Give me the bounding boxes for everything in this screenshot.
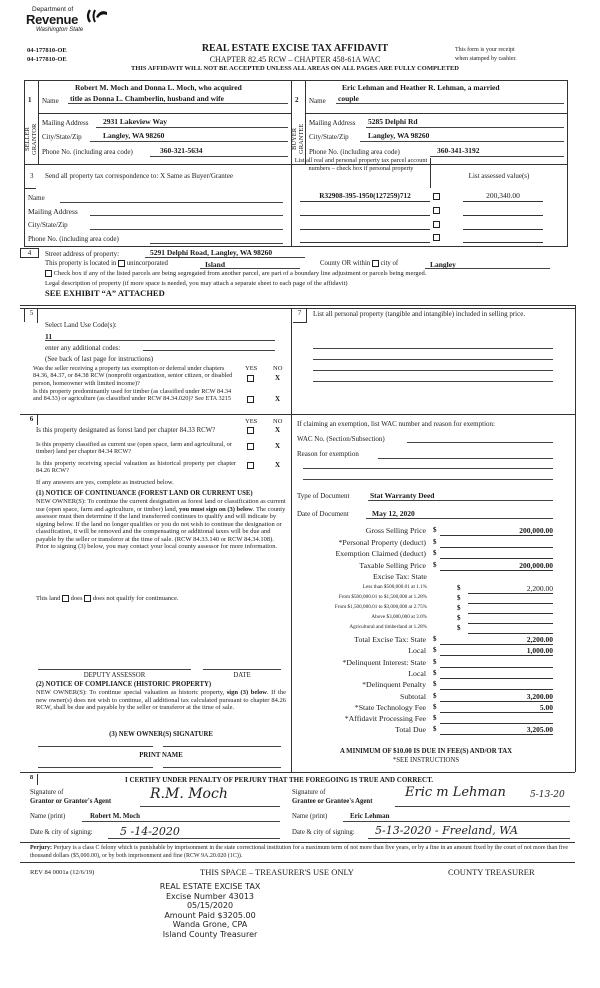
grantor-signature[interactable]: R.M. Moch bbox=[150, 786, 228, 802]
currency-symbol: $ bbox=[457, 604, 461, 612]
if-yes-note: If any answers are yes, complete as instructed below. bbox=[36, 479, 174, 486]
currency-symbol: $ bbox=[433, 714, 437, 723]
tax-row-value[interactable] bbox=[468, 594, 553, 604]
tax-row-value[interactable]: 3,200.00 bbox=[440, 692, 553, 702]
receipt-note-1: This form is your receipt bbox=[455, 47, 515, 53]
buyer-phone-field[interactable]: 360-341-3192 bbox=[437, 146, 480, 155]
tax-row-label: Total Due bbox=[395, 725, 426, 735]
tax-row-value[interactable] bbox=[468, 624, 553, 634]
grantor-name-label: Name (print) bbox=[30, 813, 66, 820]
perjury-certification: I CERTIFY UNDER PENALTY OF PERJURY THAT THE FOREGOING IS TRUE AND CORRECT. bbox=[125, 776, 434, 784]
tax-row-value[interactable] bbox=[468, 614, 553, 624]
grantee-name-field[interactable]: Eric Lehman bbox=[350, 812, 390, 820]
tax-row-value[interactable] bbox=[440, 538, 553, 548]
tax-total-row bbox=[0, 692, 600, 704]
unincorporated-checkbox[interactable] bbox=[118, 260, 125, 267]
form-id-2: 04-177810-OE bbox=[27, 56, 67, 63]
tax-row-value[interactable] bbox=[440, 680, 553, 690]
doc-date-label: Date of Document bbox=[297, 510, 349, 518]
grantee-name-label: Name (print) bbox=[292, 813, 328, 820]
city-of-text: city of bbox=[380, 260, 399, 268]
section-3-number: 3 bbox=[30, 172, 34, 180]
tax-row-value[interactable] bbox=[468, 604, 553, 614]
corr-city-label: City/State/Zip bbox=[28, 221, 68, 229]
city-checkbox[interactable] bbox=[372, 260, 379, 267]
parcel-row bbox=[300, 232, 565, 244]
parcel-assessed-value[interactable] bbox=[463, 205, 543, 216]
grantor-date-field[interactable]: 5 -14-2020 bbox=[120, 825, 180, 838]
grantor-signature-label-2: Grantor or Grantor's Agent bbox=[30, 798, 112, 805]
tax-total-row bbox=[0, 646, 600, 658]
reason-field[interactable] bbox=[378, 458, 553, 459]
tax-total-row bbox=[0, 703, 600, 715]
seller-label: SELLER bbox=[24, 127, 31, 151]
forest-no-answer[interactable]: X bbox=[275, 426, 281, 434]
parcel-account[interactable] bbox=[300, 219, 430, 230]
reason-field-2[interactable] bbox=[303, 468, 553, 469]
parcel-assessed-value[interactable]: 200,340.00 bbox=[463, 191, 543, 202]
q2-yes-checkbox[interactable] bbox=[247, 396, 254, 403]
segregated-row bbox=[45, 270, 426, 277]
grantee-signature-label-1: Signature of bbox=[292, 789, 326, 796]
tax-total-row bbox=[0, 725, 600, 737]
personal-property-line[interactable] bbox=[313, 359, 553, 360]
street-address-field[interactable]: 5291 Delphi Road, Langley, WA 98260 bbox=[150, 248, 273, 257]
form-title: REAL ESTATE EXCISE TAX AFFIDAVIT bbox=[201, 43, 389, 54]
completion-warning: THIS AFFIDAVIT WILL NOT BE ACCEPTED UNLESS ALL AREAS ON ALL PAGES ARE FULLY COMPLETED bbox=[131, 65, 459, 72]
current-use-yes-checkbox[interactable] bbox=[247, 443, 254, 450]
grantor-signature-label-1: Signature of bbox=[30, 789, 64, 796]
currency-symbol: $ bbox=[433, 560, 437, 569]
corr-mailing-label: Mailing Address bbox=[28, 207, 78, 216]
tax-row-value[interactable]: 2,200.00 bbox=[440, 635, 553, 645]
currency-symbol: $ bbox=[433, 537, 437, 546]
treasurer-space-label: THIS SPACE – TREASURER'S USE ONLY bbox=[200, 867, 354, 877]
current-use-no-answer[interactable]: X bbox=[275, 442, 281, 450]
excise-tax-label: Excise Tax: State bbox=[373, 572, 427, 581]
historical-no-answer[interactable]: X bbox=[275, 461, 281, 469]
personal-property-checkbox[interactable] bbox=[433, 207, 440, 214]
parcel-account[interactable]: R32908-395-1950(127259)712 bbox=[300, 191, 430, 202]
grantor-name-field[interactable]: Robert M. Moch bbox=[90, 812, 140, 820]
stamp-date: 05/15/2020 bbox=[186, 901, 234, 910]
tax-row-value[interactable] bbox=[440, 549, 553, 559]
buyer-phone-label: Phone No. (including area code) bbox=[309, 148, 400, 156]
segregated-text: Check box if any of the listed parcels are being segregated from another parcel, are part of a boundary line adjustment or parcels being merged. bbox=[53, 270, 427, 277]
wac-label: WAC No. (Section/Subsection) bbox=[297, 435, 385, 443]
county-field[interactable]: Island bbox=[205, 260, 226, 269]
seller-name-label: Name bbox=[42, 97, 59, 105]
seller-phone-field[interactable]: 360-321-5634 bbox=[160, 146, 203, 155]
stamp-treasurer-title: Island County Treasurer bbox=[162, 929, 258, 939]
currency-symbol: $ bbox=[433, 691, 437, 700]
section-8-number: 8 bbox=[26, 774, 38, 785]
grantee-signature[interactable]: Eric m Lehman bbox=[405, 785, 506, 800]
print-name-label: PRINT NAME bbox=[139, 752, 183, 759]
notice-continuance-title: (1) NOTICE OF CONTINUANCE (FOREST LAND OR CURRENT USE) bbox=[36, 490, 253, 497]
grantor-date-label: Date & city of signing: bbox=[30, 829, 93, 836]
tax-row-label: *State Technology Fee bbox=[354, 702, 426, 712]
new-owner-signature-line[interactable] bbox=[38, 746, 153, 747]
instructions-note: (See back of last page for instructions) bbox=[45, 355, 154, 363]
tax-row-value[interactable]: 200,000.00 bbox=[440, 526, 553, 536]
logo-swoosh-icon bbox=[86, 8, 108, 24]
corr-city-field[interactable] bbox=[90, 229, 283, 230]
notice2-text-a: NEW OWNER(S): To continue special valuation as historic property, bbox=[36, 689, 227, 696]
personal-property-checkbox[interactable] bbox=[433, 234, 440, 241]
section-6-yes-header: YES bbox=[245, 418, 258, 425]
buyer-name-label: Name bbox=[309, 97, 326, 105]
tax-row-value[interactable]: 1,000.00 bbox=[440, 646, 553, 656]
tax-row-label: *Delinquent Penalty bbox=[362, 680, 426, 690]
section-5-yes-header: YES bbox=[245, 365, 258, 372]
county-or-text: County OR within bbox=[320, 260, 371, 268]
revision-code: REV 84 0001a (12/6/19) bbox=[30, 869, 95, 876]
buyer-side-label bbox=[291, 115, 305, 163]
street-label: Street address of property: bbox=[45, 250, 120, 258]
stamp-amount-paid: Amount Paid $3205.00 bbox=[164, 910, 256, 920]
tax-row-label: Total Excise Tax: State bbox=[354, 635, 426, 644]
tax-row-value[interactable]: 3,205.00 bbox=[440, 725, 553, 735]
personal-property-checkbox[interactable] bbox=[433, 193, 440, 200]
logo-name-text: Revenue bbox=[26, 12, 79, 27]
legal-description-label: Legal description of property (if more space is needed, you may attach a separate sheet to each page of the affidavit) bbox=[45, 280, 348, 287]
tax-row-label: From $1,500,000.01 to $3,000,000 at 2.75% bbox=[334, 604, 427, 610]
buyer-city-field[interactable]: Langley, WA 98260 bbox=[368, 131, 430, 140]
form-id-1: 04-177810-OE bbox=[27, 47, 67, 54]
tax-row-label: *Personal Property (deduct) bbox=[338, 537, 426, 547]
historical-question: Is this property receiving special valuation as historical property per chapter 84.26 RCW? bbox=[36, 460, 236, 475]
seller-mailing-field[interactable]: 2931 Lakeview Way bbox=[103, 117, 168, 126]
seller-name-line-2[interactable]: title as Donna L. Chamberlin, husband and wife bbox=[70, 94, 224, 103]
personal-property-checkbox[interactable] bbox=[433, 221, 440, 228]
corr-phone-label: Phone No. (including area code) bbox=[28, 235, 119, 243]
wac-field[interactable] bbox=[407, 442, 553, 443]
tax-row-label: Subtotal bbox=[400, 691, 426, 701]
perjury-text: Perjury is a class C felony which is punishable by imprisonment in the state correctional institution for a maximum term of not more than five years, or by a fine in an amount fixed by the court of not more than five thousand dollars ($5,000.00), or by both imprisonment and fine (RCW 9A.20.020 (1C)). bbox=[30, 845, 569, 859]
doc-date-field[interactable]: May 12, 2020 bbox=[372, 509, 415, 518]
q1-yes-checkbox[interactable] bbox=[247, 375, 254, 382]
dor-logo bbox=[26, 6, 116, 40]
q1-no-answer[interactable]: X bbox=[275, 374, 281, 382]
notice2-bold: sign (3) below bbox=[226, 689, 267, 696]
tax-row-label: Less than $500,000.01 at 1.1% bbox=[362, 584, 427, 590]
tax-row-label: Above $3,000,000 at 3.0% bbox=[371, 614, 427, 620]
personal-property-line[interactable] bbox=[313, 381, 553, 382]
tax-row-label: Agricultural and timberland at 1.28% bbox=[349, 624, 427, 630]
doc-type-label: Type of Document bbox=[297, 492, 350, 500]
parcel-assessed-value[interactable] bbox=[463, 232, 543, 243]
seller-city-label: City/State/Zip bbox=[42, 133, 82, 141]
tax-total-row bbox=[0, 658, 600, 670]
tax-total-row bbox=[0, 669, 600, 681]
personal-property-line[interactable] bbox=[313, 370, 553, 371]
grantee-label: GRANTEE bbox=[298, 123, 305, 155]
notice1-text-a: NEW OWNER(S): To continue the current designation as forest land or classification as current use (open space, farm and agriculture, or timber) land, bbox=[36, 498, 286, 513]
form-subtitle: CHAPTER 82.45 RCW – CHAPTER 458-61A WAC bbox=[209, 55, 381, 64]
seller-city-field[interactable]: Langley, WA 98260 bbox=[103, 131, 165, 140]
tax-row-label: *Delinquent Interest: State bbox=[342, 657, 426, 667]
parcel-assessed-value[interactable] bbox=[463, 219, 543, 230]
notice1-bold: you must sign on (3) below bbox=[178, 505, 253, 513]
tax-row-label: Gross Selling Price bbox=[365, 526, 426, 535]
logo-state-text: Washington State bbox=[36, 27, 84, 33]
stamp-line: REAL ESTATE EXCISE TAX bbox=[159, 882, 261, 891]
section-5-number: 5 bbox=[26, 309, 38, 323]
county-or-label bbox=[320, 260, 398, 267]
see-instructions-note: *SEE INSTRUCTIONS bbox=[392, 757, 460, 764]
parcel-row bbox=[300, 191, 565, 203]
currency-symbol: $ bbox=[457, 624, 461, 632]
current-use-question: Is this property classified as current use (open space, farm and agricultural, or timber) land per chapter 84.34 RCW? bbox=[36, 441, 232, 456]
deputy-assessor-label: DEPUTY ASSESSOR bbox=[83, 672, 146, 679]
does-not-text: does not qualify for continuance. bbox=[92, 595, 179, 602]
does-text: does bbox=[70, 595, 83, 602]
additional-codes-label: enter any additional codes: bbox=[45, 344, 121, 352]
perjury-notice bbox=[30, 845, 575, 861]
corr-phone-field[interactable] bbox=[150, 243, 283, 244]
legal-description-field[interactable]: SEE EXHIBIT “A” ATTACHED bbox=[45, 288, 165, 298]
currency-symbol: $ bbox=[433, 635, 437, 643]
tax-row bbox=[0, 526, 600, 538]
reason-field-3[interactable] bbox=[303, 479, 553, 480]
parcel-row bbox=[300, 205, 565, 217]
notice-compliance-title: (2) NOTICE OF COMPLIANCE (HISTORIC PROPERTY) bbox=[36, 681, 212, 688]
located-label bbox=[45, 260, 168, 267]
date-label: DATE bbox=[233, 672, 251, 679]
perjury-label: Perjury: bbox=[30, 845, 52, 851]
currency-symbol: $ bbox=[457, 584, 461, 592]
tax-row-value[interactable]: 2,200.00 bbox=[468, 584, 553, 594]
currency-symbol: $ bbox=[433, 646, 437, 655]
forest-land-question: Is this property designated as forest land per chapter 84.33 RCW? bbox=[36, 427, 216, 434]
currency-symbol: $ bbox=[457, 614, 461, 622]
currency-symbol: $ bbox=[433, 702, 437, 711]
reason-label: Reason for exemption bbox=[297, 450, 359, 458]
tax-row bbox=[0, 561, 600, 573]
currency-symbol: $ bbox=[457, 594, 461, 602]
correspondence-text: Send all property tax correspondence to: X Same as Buyer/Grantee bbox=[45, 172, 233, 180]
seller-mailing-label: Mailing Address bbox=[42, 119, 89, 127]
land-use-label: Select Land Use Code(s): bbox=[45, 321, 117, 329]
county-treasurer-label: COUNTY TREASURER bbox=[448, 867, 535, 877]
buyer-mailing-label: Mailing Address bbox=[309, 119, 356, 127]
seller-phone-label: Phone No. (including area code) bbox=[42, 148, 133, 156]
buyer-name-line-2[interactable]: couple bbox=[338, 94, 359, 103]
city-field[interactable]: Langley bbox=[430, 260, 456, 269]
timber-question: Is this property predominantly used for timber (as classified under RCW 84.34 and 84.33) or agriculture (as classified under RCW 84.34.020)? See ETA 3215 bbox=[33, 388, 232, 403]
section-6-number: 6 bbox=[26, 415, 38, 425]
seller-name-line-1[interactable]: Robert M. Moch and Donna L. Moch, who acquired bbox=[75, 83, 242, 92]
currency-symbol: $ bbox=[433, 680, 437, 689]
seller-side-label bbox=[24, 115, 38, 163]
parcel-account[interactable] bbox=[300, 232, 430, 243]
treasurer-stamp bbox=[130, 882, 290, 939]
grantor-label: GRANTOR bbox=[31, 123, 38, 155]
currency-symbol: $ bbox=[433, 657, 437, 666]
doc-type-field[interactable]: Stat Warranty Deed bbox=[370, 491, 435, 500]
personal-property-label: List all personal property (tangible and intangible) included in selling price. bbox=[313, 310, 526, 318]
corr-mailing-field[interactable] bbox=[90, 215, 283, 216]
section-1-number: 1 bbox=[28, 96, 32, 104]
tax-total-row bbox=[0, 680, 600, 692]
currency-symbol: $ bbox=[433, 668, 437, 677]
located-text: This property is located in bbox=[45, 260, 117, 268]
print-name-line[interactable] bbox=[38, 767, 153, 768]
tax-row-label: Taxable Selling Price bbox=[359, 560, 426, 570]
parcel-account[interactable] bbox=[300, 205, 430, 216]
grantee-date-field[interactable]: 5-13-2020 - Freeland, WA bbox=[375, 824, 518, 837]
notice1-text-b: . The county assessor must then determine if the land transferred continues to qualify and will indicate by signing below. If the land no longer qualifies or you do not wish to continue the designation or classification, it will be removed and the compensating or additional taxes will be due and payable by the seller or transferor at the time of sale. (RCW 84.33.140 or RCW 84.34.108). Prior to signing (3) below, you may contact your local county assessor for more information. bbox=[36, 505, 286, 550]
this-land-text: This land bbox=[36, 595, 61, 602]
tax-row bbox=[0, 538, 600, 550]
exemption-claim-label: If claiming an exemption, list WAC number and reason for exemption: bbox=[297, 420, 495, 428]
buyer-city-label: City/State/Zip bbox=[309, 133, 349, 141]
currency-symbol: $ bbox=[433, 549, 437, 557]
forest-yes-checkbox[interactable] bbox=[247, 427, 254, 434]
q2-no-answer[interactable]: X bbox=[275, 395, 281, 403]
additional-codes-field[interactable] bbox=[143, 350, 275, 351]
stamp-excise-number: Excise Number 43013 bbox=[165, 891, 255, 901]
tax-row-value[interactable] bbox=[440, 669, 553, 679]
segregated-checkbox[interactable] bbox=[45, 270, 52, 277]
grantee-signature-date[interactable]: 5-13-20 bbox=[530, 790, 565, 800]
exemption-question: Was the seller receiving a property tax exemption or deferral under chapters 84.36, 84.37, or 84.38 RCW (nonprofit organization, senior citizen, or disabled person, homeowner with limited income)? bbox=[33, 365, 233, 387]
new-owner-signature-line[interactable] bbox=[163, 746, 281, 747]
notice2-text-b: . If the new owner(s) does not wish to continue, all additional tax calculated pursuant to chapter 84.26 RCW, shall be due and payable by the seller or transferor at the time of sale. bbox=[36, 689, 286, 711]
currency-symbol: $ bbox=[433, 526, 437, 534]
section-7-number: 7 bbox=[293, 309, 307, 323]
corr-name-field[interactable] bbox=[60, 202, 283, 203]
logo-dept-text: Department of bbox=[32, 6, 74, 13]
parcel-row bbox=[300, 219, 565, 231]
tax-row-value[interactable]: 200,000.00 bbox=[440, 561, 553, 571]
tax-row-value[interactable]: 5.00 bbox=[440, 703, 553, 713]
land-use-code-field[interactable]: 11 bbox=[45, 332, 53, 341]
grantee-date-label: Date & city of signing: bbox=[292, 829, 355, 836]
receipt-note-2: when stamped by cashier. bbox=[455, 56, 517, 62]
historical-yes-checkbox[interactable] bbox=[247, 462, 254, 469]
buyer-name-line-1[interactable]: Eric Lehman and Heather R. Lehman, a married bbox=[342, 83, 500, 92]
print-name-line[interactable] bbox=[163, 767, 281, 768]
tax-row bbox=[0, 549, 600, 561]
unincorporated-text: unincorporated bbox=[126, 260, 168, 268]
tax-row-value[interactable] bbox=[440, 658, 553, 668]
assessed-header: List assessed value(s) bbox=[468, 172, 530, 180]
tax-row-label: Exemption Claimed (deduct) bbox=[335, 549, 426, 558]
tax-row-label: *Affidavit Processing Fee bbox=[344, 714, 426, 724]
grantee-signature-label-2: Grantee or Grantee's Agent bbox=[292, 798, 373, 805]
buyer-label: BUYER bbox=[291, 127, 298, 151]
corr-name-label: Name bbox=[28, 194, 45, 202]
section-2-number: 2 bbox=[295, 96, 299, 104]
tax-row-label: Local bbox=[408, 668, 426, 678]
currency-symbol: $ bbox=[433, 725, 437, 734]
stamp-treasurer-name: Wanda Grone, CPA bbox=[172, 920, 248, 929]
tax-total-row bbox=[0, 635, 600, 647]
tax-row-label: From $500,000.01 to $1,500,000 at 1.28% bbox=[338, 594, 427, 600]
tax-total-row bbox=[0, 714, 600, 726]
section-5-no-header: NO bbox=[273, 365, 283, 372]
tax-row-label: Local bbox=[408, 646, 426, 656]
buyer-mailing-field[interactable]: 5285 Delphi Rd bbox=[368, 117, 418, 126]
section-4-number: 4 bbox=[20, 248, 39, 258]
new-owner-signature-label: (3) NEW OWNER(S) SIGNATURE bbox=[109, 731, 213, 738]
personal-property-line[interactable] bbox=[313, 348, 553, 349]
section-6-no-header: NO bbox=[273, 418, 283, 425]
tax-row-value[interactable] bbox=[440, 714, 553, 724]
parcel-header: List all real and personal property tax parcel account numbers – check box if personal property bbox=[294, 157, 428, 172]
minimum-due-note: A MINIMUM OF $10.00 IS DUE IN FEE(S) AND/OR TAX bbox=[339, 748, 513, 755]
